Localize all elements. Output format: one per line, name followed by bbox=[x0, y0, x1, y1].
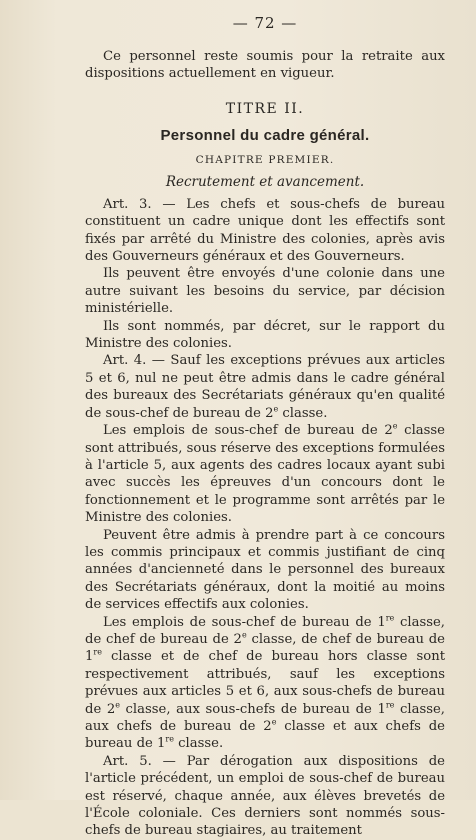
text-run: classe et aux chefs de bureau de 1 bbox=[85, 719, 445, 752]
text-run: classe, de chef de bureau de 2 bbox=[85, 614, 445, 647]
text-run: classe et de chef de bureau hors classe sont respectivement attribués, sauf les exceptions prévues aux articles 5 et 6, aux sous-chefs de bureau de 2 bbox=[85, 649, 445, 717]
superscript: re bbox=[165, 735, 174, 745]
paragraph-emplois-2e bbox=[85, 422, 445, 526]
superscript: re bbox=[385, 613, 395, 623]
superscript: re bbox=[93, 647, 102, 657]
paragraph-nomination: Ils sont nommés, par décret, sur le rapport du Ministre des colonies. bbox=[85, 318, 445, 352]
text-run: classe sont attribués, sous réserve des exceptions formulées à l'article 5, aux agents des cadres locaux ayant subi avec succès les épreuves d'un concours dont le fonctionnement et le programme sont arrêtés par le Ministre des colonies. bbox=[85, 423, 445, 526]
section-title: Personnel du cadre général. bbox=[160, 126, 370, 144]
text-run: classe, aux sous-chefs de bureau de 1 bbox=[119, 701, 386, 717]
article-5-paragraph: Art. 5. — Par dérogation aux dispositions de l'article précédent, un emploi de sous-chef de bureau est réservé, chaque année, aux élèves brevetés de l'École coloniale. Ces derniers sont nommés sous-chefs de bureau stagiaires, au traitement bbox=[85, 753, 445, 839]
text-run: Les emplois de sous-chef de bureau de 1 bbox=[103, 614, 386, 630]
article-3-paragraph: Art. 3. — Les chefs et sous-chefs de bureau constituent un cadre unique dont les effectifs sont fixés par arrêté du Ministre des colonies, après avis des Gouverneurs généraux et des Gouverneurs. bbox=[85, 196, 445, 265]
superscript: e bbox=[115, 700, 120, 710]
text-run: Art. 4. — Sauf les exceptions prévues aux articles 5 et 6, nul ne peut être admis dans le cadre général des bureaux des Secrétariats généraux qu'en qualité de sous-chef de bureau de 2 bbox=[85, 353, 445, 421]
subsection-heading: Recrutement et avancement. bbox=[165, 173, 365, 190]
intro-paragraph: Ce personnel reste soumis pour la retraite aux dispositions actuellement en vigueur. bbox=[85, 49, 445, 82]
superscript: e bbox=[271, 717, 277, 727]
superscript: re bbox=[385, 700, 395, 710]
text-run: classe, aux chefs de bureau de 2 bbox=[85, 701, 445, 734]
text-run: classe. bbox=[278, 405, 328, 421]
chapitre-heading: CHAPITRE PREMIER. bbox=[195, 153, 335, 166]
paragraph-transfers: Ils peuvent être envoyés d'une colonie dans une autre suivant les besoins du service, par décision ministérielle. bbox=[85, 266, 445, 317]
superscript: e bbox=[273, 404, 279, 414]
text-run: classe. bbox=[173, 736, 224, 752]
article-4-paragraph bbox=[85, 352, 445, 422]
superscript: e bbox=[392, 421, 398, 431]
page-number: — 72 — bbox=[232, 14, 298, 32]
titre-heading: TITRE II. bbox=[225, 100, 305, 117]
text-run: classe, de chef de bureau de 1 bbox=[85, 631, 445, 665]
paragraph-concours: Peuvent être admis à prendre part à ce concours les commis principaux et commis justifiant de cinq années d'ancienneté dans le personnel des bureaux des Secrétariats généraux, dont la moitié au moins de services effectifs aux colonies. bbox=[85, 527, 445, 613]
paragraph-emplois-classes bbox=[85, 614, 445, 753]
superscript: e bbox=[241, 630, 247, 640]
text-run: Les emplois de sous-chef de bureau de 2 bbox=[103, 423, 393, 439]
page-content bbox=[85, 14, 445, 840]
